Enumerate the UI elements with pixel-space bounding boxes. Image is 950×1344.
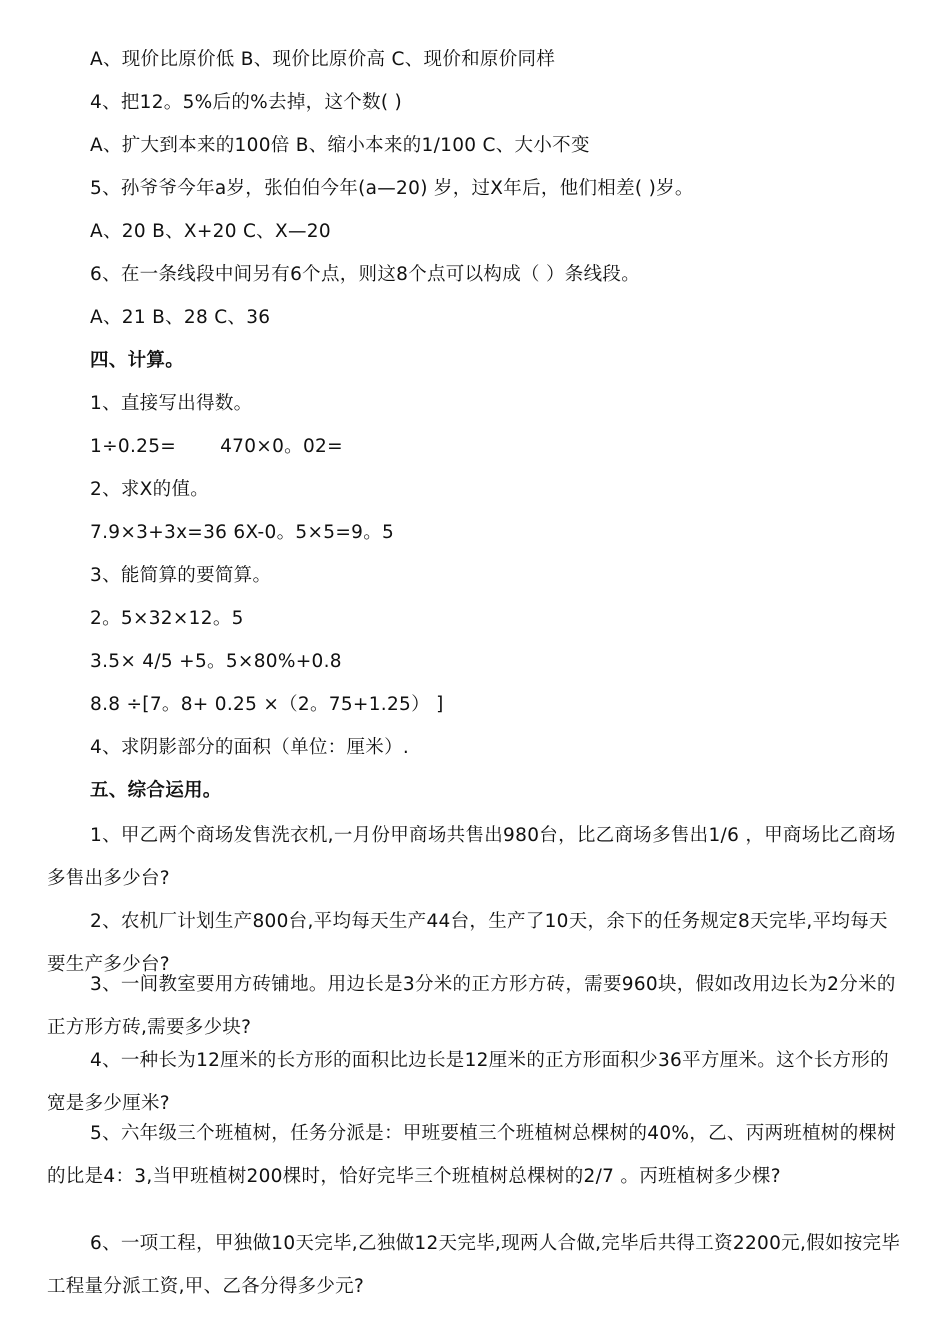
calc-3-expression-3: 8.8 ÷[7。8+ 0.25 ×（2。75+1.25） ]	[90, 694, 444, 715]
question-3-options: A、现价比原价低 B、现价比原价高 C、现价和原价同样	[90, 49, 556, 70]
calc-2-expression: 7.9×3+3x=36 6X-0。5×5=9。5	[90, 522, 395, 543]
question-5-options: A、20 B、X+20 C、X—20	[90, 221, 331, 242]
question-4-options: A、扩大到本来的100倍 B、缩小本来的1/100 C、大小不变	[90, 135, 590, 156]
word-problem-2: 2、农机厂计划生产800台,平均每天生产44台，生产了10天，余下的任务规定8天完毕,平均每天要生产多少台?	[47, 911, 888, 975]
calc-1-expression-b: 470×0。02=	[220, 436, 343, 457]
question-6-options: A、21 B、28 C、36	[90, 307, 271, 328]
calc-1-title: 1、直接写出得数。	[90, 393, 253, 414]
question-6-text: 6、在一条线段中间另有6个点，则这8个点可以构成（ ）条线段。	[90, 264, 640, 285]
word-problem-4: 4、一种长为12厘米的长方形的面积比边长是12厘米的正方形面积少36平方厘米。这个长方形的宽是多少厘米?	[47, 1050, 889, 1114]
calc-2-title: 2、求X的值。	[90, 479, 210, 500]
calc-3-expression-1: 2。5×32×12。5	[90, 608, 244, 629]
section-4-heading: 四、计算。	[90, 350, 185, 371]
calc-3-expression-2: 3.5× 4/5 +5。5×80%+0.8	[90, 651, 342, 672]
calc-4-title: 4、求阴影部分的面积（单位：厘米）.	[90, 737, 410, 758]
word-problem-5: 5、六年级三个班植树，任务分派是：甲班要植三个班植树总棵树的40%，乙、丙两班植树的棵树的比是4：3,当甲班植树200棵时，恰好完毕三个班植树总棵树的2/7 。丙班植树多少棵?	[47, 1123, 897, 1187]
word-problem-1: 1、甲乙两个商场发售洗衣机,一月份甲商场共售出980台，比乙商场多售出1/6 ，甲商场比乙商场多售出多少台?	[47, 825, 896, 889]
word-problem-3: 3、一间教室要用方砖铺地。用边长是3分米的正方形方砖，需要960块，假如改用边长为2分米的正方形方砖,需要多少块?	[47, 974, 896, 1038]
section-5-heading: 五、综合运用。	[90, 780, 222, 801]
calc-1-expression-a: 1÷0.25=	[90, 436, 177, 457]
word-problem-6: 6、一项工程，甲独做10天完毕,乙独做12天完毕,现两人合做,完毕后共得工资2200元,假如按完毕工程量分派工资,甲、乙各分得多少元?	[47, 1233, 901, 1297]
question-4-text: 4、把12。5%后的%去掉，这个数( )	[90, 92, 403, 113]
calc-1-expressions	[90, 435, 343, 459]
calc-3-title: 3、能简算的要简算。	[90, 565, 272, 586]
question-5-text: 5、孙爷爷今年a岁，张伯伯今年(a—20) 岁，过X年后，他们相差( )岁。	[90, 178, 694, 199]
